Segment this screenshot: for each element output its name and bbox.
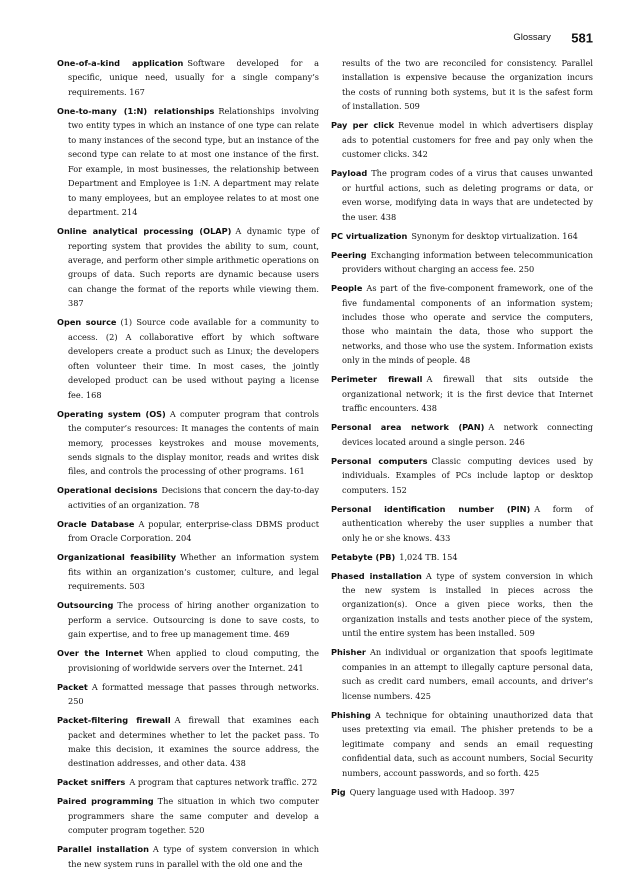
glossary-definition: A firewall that examines each packet and determines whether to let the packet pass. To make this decision, it examines the source address, the destination addresses, and other data. 438	[68, 715, 319, 769]
glossary-term: Payload	[331, 168, 368, 179]
glossary-definition: A network connecting devices located around a single person. 246	[342, 422, 593, 447]
glossary-entry	[331, 645, 593, 703]
left-column	[57, 56, 319, 876]
glossary-entry	[331, 569, 593, 641]
glossary-term: Pay per click	[331, 120, 395, 131]
glossary-definition: (1) Source code available for a community to access. (2) A collaborative effort by which software developers create a product such as Linux; the developers often volunteer their time. In most cases, the jointly developed product can be used without paying a license fee. 168	[68, 317, 319, 400]
glossary-entry	[57, 842, 319, 871]
glossary-definition: When applied to cloud computing, the provisioning of worldwide servers over the Internet. 241	[68, 648, 320, 673]
glossary-term: Personal identification number (PIN)	[331, 503, 531, 514]
glossary-entry	[331, 166, 593, 224]
glossary-entry	[57, 646, 319, 675]
glossary-definition: The process of hiring another organization to perform a service. Outsourcing is done to save costs, to gain expertise, and to free up management time. 469	[68, 600, 319, 640]
glossary-entry	[57, 104, 319, 220]
glossary-definition: A type of system conversion in which the new system is installed in pieces across the organization(s). Once a given piece works, then the organization installs and tests another piece of the system, until the entire system has been installed. 509	[342, 570, 593, 639]
page-header	[513, 29, 593, 47]
glossary-term: Operational decisions	[57, 485, 158, 496]
glossary-definition: Classic computing devices used by individuals. Examples of PCs include laptop or desktop computers. 152	[342, 455, 593, 495]
glossary-entry	[331, 56, 593, 114]
glossary-term: Personal computers	[331, 455, 428, 466]
glossary-definition: A dynamic type of reporting system that provides the ability to sum, count, average, and perform other simple arithmetic operations on groups of data. Such reports are dynamic because users can change the format of the reports while viewing them. 387	[68, 226, 320, 309]
glossary-definition: A program that captures network traffic. 272	[129, 777, 318, 788]
glossary-term: Online analytical processing (OLAP)	[57, 226, 232, 237]
glossary-definition: Exchanging information between telecommunication providers without charging an access fee. 250	[342, 249, 593, 275]
glossary-entry	[331, 372, 593, 415]
glossary-entry	[57, 794, 319, 837]
glossary-entry	[331, 502, 593, 545]
glossary-definition: A popular, enterprise-class DBMS product from Oracle Corporation. 204	[68, 518, 319, 544]
glossary-entry	[57, 713, 319, 771]
glossary-entry	[331, 785, 593, 799]
glossary-entry	[331, 454, 593, 497]
glossary-term: Open source	[57, 317, 117, 328]
glossary-term: Phisher	[331, 647, 366, 658]
glossary-term: Personal area network (PAN)	[331, 422, 485, 433]
glossary-term: Paired programming	[57, 796, 154, 807]
glossary-term: Outsourcing	[57, 600, 114, 611]
glossary-definition: Software developed for a specific, unique need, usually for a single company’s requirements. 167	[68, 58, 319, 97]
glossary-term: Peering	[331, 249, 367, 260]
glossary-entry	[57, 550, 319, 593]
glossary-entry	[331, 420, 593, 449]
glossary-definition: A technique for obtaining unauthorized data that uses pretexting via email. The phisher pretends to be a legitimate company and sends an email requesting confidential data, such as account numbers, Social Security numbers, account passwords, and so forth. 425	[342, 709, 593, 778]
glossary-entry	[57, 483, 319, 512]
glossary-entry	[57, 598, 319, 641]
glossary-term: Petabyte (PB)	[331, 551, 396, 562]
glossary-term: Phishing	[331, 709, 371, 720]
glossary-definition: A firewall that sits outside the organizational network; it is the first device that Internet traffic encounters. 438	[342, 374, 593, 414]
glossary-entry	[331, 248, 593, 277]
glossary-entry	[331, 118, 593, 161]
glossary-term: Pig	[331, 786, 346, 797]
glossary-term: PC virtualization	[331, 230, 408, 241]
glossary-entry	[57, 775, 319, 789]
glossary-term: Phased installation	[331, 570, 422, 581]
glossary-entry	[331, 708, 593, 780]
page-number: 581	[571, 30, 593, 46]
glossary-entry	[331, 550, 593, 564]
glossary-definition: A formatted message that passes through networks. 250	[68, 681, 319, 707]
glossary-entry	[57, 517, 319, 546]
glossary-definition: A computer program that controls the computer’s resources: It manages the contents of main memory, processes keystrokes and mouse movements, sends signals to the display monitor, reads and writes disk files, and controls the processing of other programs. 161	[68, 408, 319, 477]
glossary-term: Perimeter firewall	[331, 374, 423, 385]
right-column	[331, 56, 593, 804]
glossary-definition: Whether an information system fits within an organization’s customer, culture, and legal requirements. 503	[68, 552, 319, 592]
glossary-entry	[331, 281, 593, 368]
glossary-definition: Relationships involving two entity types in which an instance of one type can relate to many instances of the second type, but an instance of the second type can relate to at most one instance of the first. For example, in most businesses, the relationship between Department and Employee is 1:N. A department may relate to many employees, but an employee relates to at most one department. 214	[68, 105, 319, 218]
glossary-definition: Synonym for desktop virtualization. 164	[411, 230, 578, 241]
glossary-definition: A form of authentication whereby the user supplies a number that only he or she knows. 433	[342, 503, 594, 543]
glossary-definition: results of the two are reconciled for consistency. Parallel installation is expensive because the organization incurs the costs of running both systems, but it is the safest form of installation. 509	[342, 58, 593, 112]
glossary-entry	[57, 56, 319, 99]
glossary-definition: Query language used with Hadoop. 397	[349, 786, 515, 797]
glossary-definition: The program codes of a virus that causes unwanted or hurtful actions, such as deleting programs or data, or even worse, modifying data in ways that are undetected by the user. 438	[342, 168, 593, 222]
glossary-definition: Decisions that concern the day-to-day activities of an organization. 78	[68, 485, 320, 510]
glossary-term: One-to-many (1:N) relationships	[57, 105, 215, 116]
glossary-term: Operating system (OS)	[57, 408, 166, 419]
glossary-term: People	[331, 283, 363, 294]
glossary-definition: An individual or organization that spoofs legitimate companies in an attempt to illegally capture personal data, such as credit card numbers, email accounts, and driver’s license numbers. 425	[342, 647, 593, 701]
glossary-definition: 1,024 TB. 154	[399, 551, 458, 562]
glossary-entry	[57, 315, 319, 402]
glossary-term: Packet-filtering firewall	[57, 715, 171, 726]
glossary-definition: As part of the five-component framework, one of the five fundamental components of an information system; includes those who operate and service the computers, those who maintain the data, those who support the networks, and those who use the system. Information exists only in the minds of people. 48	[342, 283, 593, 366]
glossary-term: Packet sniffers	[57, 777, 126, 788]
glossary-term: Organizational feasibility	[57, 552, 177, 563]
glossary-definition: A type of system conversion in which the new system runs in parallel with the old one and the	[68, 844, 319, 869]
glossary-term: Oracle Database	[57, 518, 135, 529]
glossary-term: Packet	[57, 681, 88, 692]
glossary-entry	[57, 407, 319, 479]
section-title: Glossary	[513, 32, 551, 44]
glossary-definition: Revenue model in which advertisers display ads to potential customers for free and pay only when the customer clicks. 342	[342, 120, 593, 160]
glossary-term: One-of-a-kind application	[57, 58, 184, 68]
glossary-term: Over the Internet	[57, 648, 143, 659]
glossary-entry	[331, 229, 593, 243]
glossary-entry	[57, 224, 319, 311]
glossary-entry	[57, 680, 319, 709]
glossary-definition: The situation in which two computer programmers share the same computer and develop a computer program together. 520	[68, 796, 319, 836]
glossary-term: Parallel installation	[57, 844, 149, 855]
